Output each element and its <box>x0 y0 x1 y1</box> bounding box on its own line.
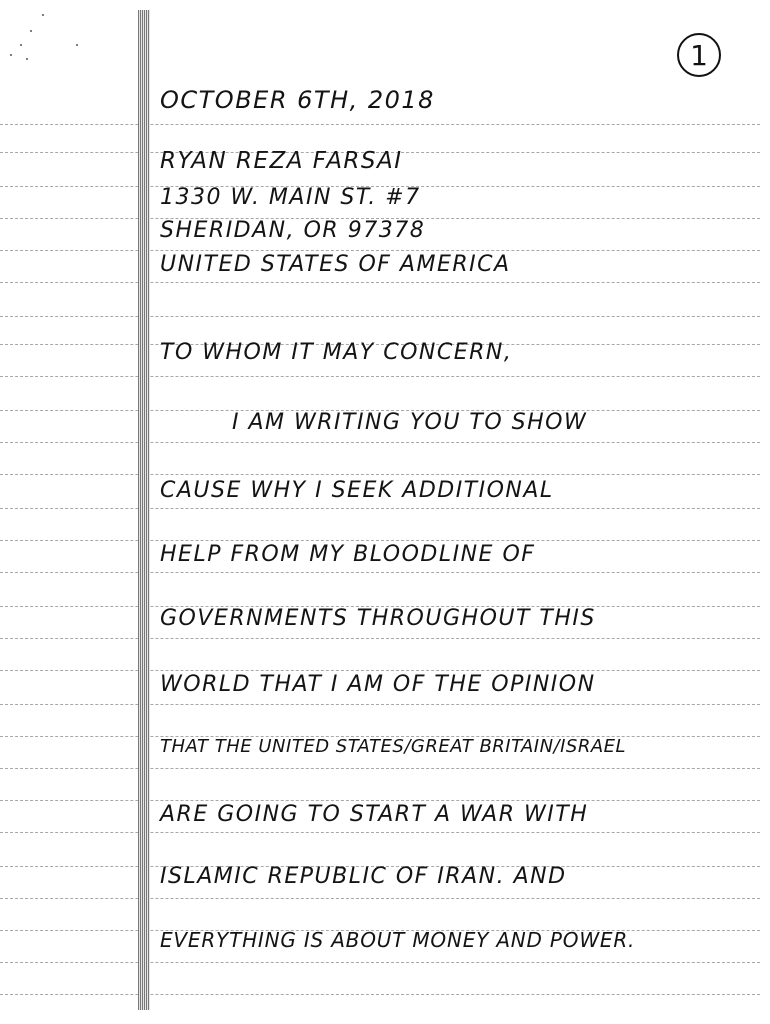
paper-speck <box>20 44 22 46</box>
ruled-line <box>0 250 760 251</box>
ruled-line <box>0 800 760 801</box>
ruled-line <box>0 670 760 671</box>
ruled-line <box>0 540 760 541</box>
ruled-line <box>0 768 760 769</box>
sender-country: UNITED STATES OF AMERICA <box>160 252 511 277</box>
ruled-line <box>0 832 760 833</box>
ruled-line <box>0 994 760 995</box>
ruled-line <box>0 442 760 443</box>
ruled-line <box>0 508 760 509</box>
ruled-line <box>0 376 760 377</box>
body-line: HELP FROM MY BLOODLINE OF <box>160 542 536 567</box>
page-number: 1 <box>677 33 721 77</box>
ruled-line <box>0 282 760 283</box>
letter-date: OCTOBER 6TH, 2018 <box>160 86 435 114</box>
sender-name: RYAN REZA FARSAI <box>160 148 403 174</box>
paper-speck <box>42 14 44 16</box>
ruled-line <box>0 316 760 317</box>
ruled-line <box>0 638 760 639</box>
ruled-line <box>0 572 760 573</box>
paper-speck <box>10 54 12 56</box>
body-line: ARE GOING TO START A WAR WITH <box>160 802 589 827</box>
ruled-line <box>0 474 760 475</box>
paper-speck <box>76 44 78 46</box>
body-line: CAUSE WHY I SEEK ADDITIONAL <box>160 478 554 503</box>
ruled-line <box>0 962 760 963</box>
sender-street: 1330 W. MAIN ST. #7 <box>160 185 421 210</box>
body-line: EVERYTHING IS ABOUT MONEY AND POWER. <box>160 928 636 952</box>
margin-line <box>138 10 150 1010</box>
ruled-line <box>0 898 760 899</box>
paper-speck <box>26 58 28 60</box>
body-line: ISLAMIC REPUBLIC OF IRAN. AND <box>160 864 567 889</box>
sender-city: SHERIDAN, OR 97378 <box>160 218 426 243</box>
body-line: I AM WRITING YOU TO SHOW <box>232 410 588 435</box>
body-line: GOVERNMENTS THROUGHOUT THIS <box>160 606 596 631</box>
salutation: TO WHOM IT MAY CONCERN, <box>160 340 513 365</box>
body-line: WORLD THAT I AM OF THE OPINION <box>160 672 596 697</box>
ruled-line <box>0 124 760 125</box>
ruled-line <box>0 704 760 705</box>
paper-speck <box>30 30 32 32</box>
body-line: THAT THE UNITED STATES/GREAT BRITAIN/ISRAEL <box>160 736 627 757</box>
